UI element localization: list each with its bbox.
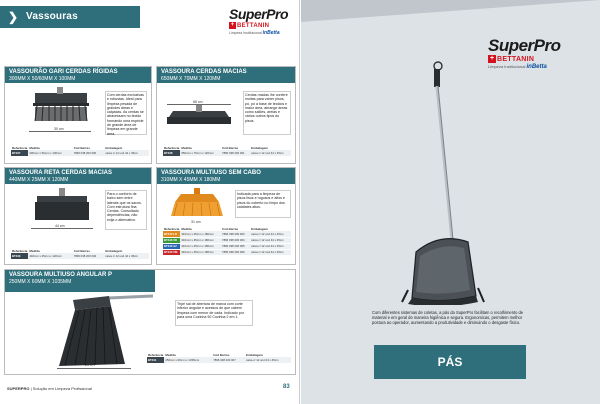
pas-title-band: PÁS xyxy=(374,345,526,379)
product-description: Para o conforto de baixo sem entre laterais que os sacos. Com estrutura fina Cerdas. Consultado dependências, não exija o alternativo. xyxy=(105,190,147,230)
product-description: Com cerdas exclusivas e robustas. Ideal para limpeza pesada de grandes áreas e calçadas. As cerdas se atravessam no tecido formando uma espécie de grande área de limpeza em grande área. xyxy=(105,91,147,135)
product-title: VASSOURÃO GARI CERDAS RÍGIDAS xyxy=(9,69,118,75)
product-card-reta xyxy=(4,167,152,265)
product-description: Indicada para a limpeza de pisos lisos e rugosos e altos e pisos do coberto no limpo dos calafates altos. xyxy=(235,190,291,218)
section-title-bar xyxy=(0,6,140,28)
brand-logo xyxy=(229,8,295,36)
table-row: BT440 AZ 310mm x 45mm x 180mm 7896 038 200 005 caixa c/ 12 und 44 x 45cm xyxy=(163,243,291,249)
product-dims: 440MM X 25MM X 120MM xyxy=(9,177,69,183)
product-dims: 300MM X 50/60MM X 100MM xyxy=(9,76,76,82)
cross-icon: + xyxy=(489,55,495,62)
table-row: BT437 300mm x 50mm x 100mm 7896 038 200 000 caixa c/ 12 und 44 x 45cm xyxy=(11,150,149,156)
dimension-label: 31 cm xyxy=(191,220,201,224)
product-dims: 250MM X 60MM X 1035MM xyxy=(9,279,72,285)
product-description: Cerdas macias lhe confere muitas para varrer pisos, pó, pó a base de tecidos e maior área, abrange áreas como salões, areias e vários outros tipos do pisos. xyxy=(243,91,291,135)
brand-name: SuperPro xyxy=(229,6,289,22)
product-title: VASSOURA RETA CERDAS MACIAS xyxy=(9,170,113,176)
broom-gari-image xyxy=(25,87,97,127)
table-row: BT440 LR 310mm x 45mm x 180mm 7896 038 200 003 caixa c/ 12 und 44 x 45cm xyxy=(163,231,291,237)
product-title: VASSOURA CERDAS MACIAS xyxy=(161,69,247,75)
corner-fold xyxy=(301,0,600,22)
table-row: BT440 VM 310mm x 45mm x 180mm 7896 038 200 006 caixa c/ 12 und 44 x 45cm xyxy=(163,249,291,255)
page-number: 83 xyxy=(283,384,290,390)
section-title: Vassouras xyxy=(26,11,78,22)
brand-tagline: Limpeza Institucional xyxy=(229,31,262,35)
dimension-label: 44 cm xyxy=(55,224,65,228)
spec-table: Referência Medida Cód Barras Embalagem BT437 300mm x 50mm x 100mm 7896 038 200 000 caixa c/ 12 und 44 x 45cm xyxy=(11,145,149,157)
chevron-right-icon: ❯ xyxy=(8,10,19,24)
spec-table: Referência Medida Cód Barras Embalagem BT441 250mm x 60mm x 1035mm 7896 038 200 007 caixa c/ 12 und 44 x 45cm xyxy=(147,352,291,364)
spec-table: Referência Medida Cód Barras Embalagem BT438 650mm x 70mm x 120mm 7896 038 200 001 caixa c/ 12 und 44 x 45cm xyxy=(163,145,291,157)
broom-multiuso-image xyxy=(167,188,227,220)
spec-table: Referência Medida Cód Barras Embalagem BT439 440mm x 25mm x 120mm 7896 038 200 002 caixa c/ 12 und 44 x 45cm xyxy=(11,248,149,260)
brand-owner: inBetta xyxy=(262,30,280,36)
table-row: BT440 VD 310mm x 45mm x 180mm 7896 038 200 004 caixa c/ 12 und 44 x 45cm xyxy=(163,237,291,243)
right-description: Com diferentes sistemas de coletas, a pás da SuperPro facilitam o recolhimento de material e em geral de maneira higiênica e segura. Ergonomicas, permitem melhor postura ao operador, aumentando a produtividade e diminuindo o desgaste físico. xyxy=(372,310,524,326)
product-description: Tripé sai de abertura de marca com corte inferior angular e acessos de que cabem limpeza com menor de cada. Indicado por para uma Cozinha 90 Cozinha 2 em 1. xyxy=(175,300,253,326)
product-dims: 310MM X 45MM X 180MM xyxy=(161,177,221,183)
dustpan-image xyxy=(398,60,488,305)
broom-angular-image xyxy=(45,294,155,370)
product-dims: 650MM X 70MM X 120MM xyxy=(161,76,221,82)
product-card-angular xyxy=(4,269,296,375)
broom-macias-image xyxy=(163,103,235,129)
dimension-label: 65 cm xyxy=(193,100,203,104)
dimension-label: 25 cm xyxy=(85,363,95,367)
footer-text: SUPERPRO | Solução em Limpeza Profissional xyxy=(7,386,92,391)
product-card-gari xyxy=(4,66,152,164)
dimension-label: 30 cm xyxy=(54,127,64,131)
table-row: BT439 440mm x 25mm x 120mm 7896 038 200 002 caixa c/ 12 und 44 x 45cm xyxy=(11,253,149,259)
table-row: BT438 650mm x 70mm x 120mm 7896 038 200 001 caixa c/ 12 und 44 x 45cm xyxy=(163,150,291,156)
product-title: VASSOURA MULTIUSO ANGULAR P xyxy=(9,272,112,278)
product-title: VASSOURA MULTIUSO SEM CABO xyxy=(161,170,261,176)
spec-table: Referência Medida Cód Barras Embalagem BT440 LR 310mm x 45mm x 180mm 7896 038 200 003 caixa c/ 12 und 44 x 45cm BT440 VD 310mm x 45mm x 180mm 7896 038 200 004 caixa c/ 12 und 44 x 45cm BT440 AZ 310mm x 45mm x 180mm 7896 038 200 005 caixa c/ 12 und 44 x 45cm BT440 VM 310mm x 45mm x 180mm 7896 038 200 006 caixa c/ 12 und 44 x 45cm xyxy=(163,226,291,256)
product-card-macias xyxy=(156,66,296,164)
broom-reta-image xyxy=(27,188,97,224)
brand-logo-large: SuperPro + BETTANIN Limpeza Institucional inBetta xyxy=(488,36,561,70)
cross-icon: + xyxy=(230,22,235,28)
product-card-multiuso xyxy=(156,167,296,265)
table-row: BT441 250mm x 60mm x 1035mm 7896 038 200 007 caixa c/ 12 und 44 x 45cm xyxy=(147,357,291,363)
brand-sub: BETTANIN xyxy=(237,22,270,29)
